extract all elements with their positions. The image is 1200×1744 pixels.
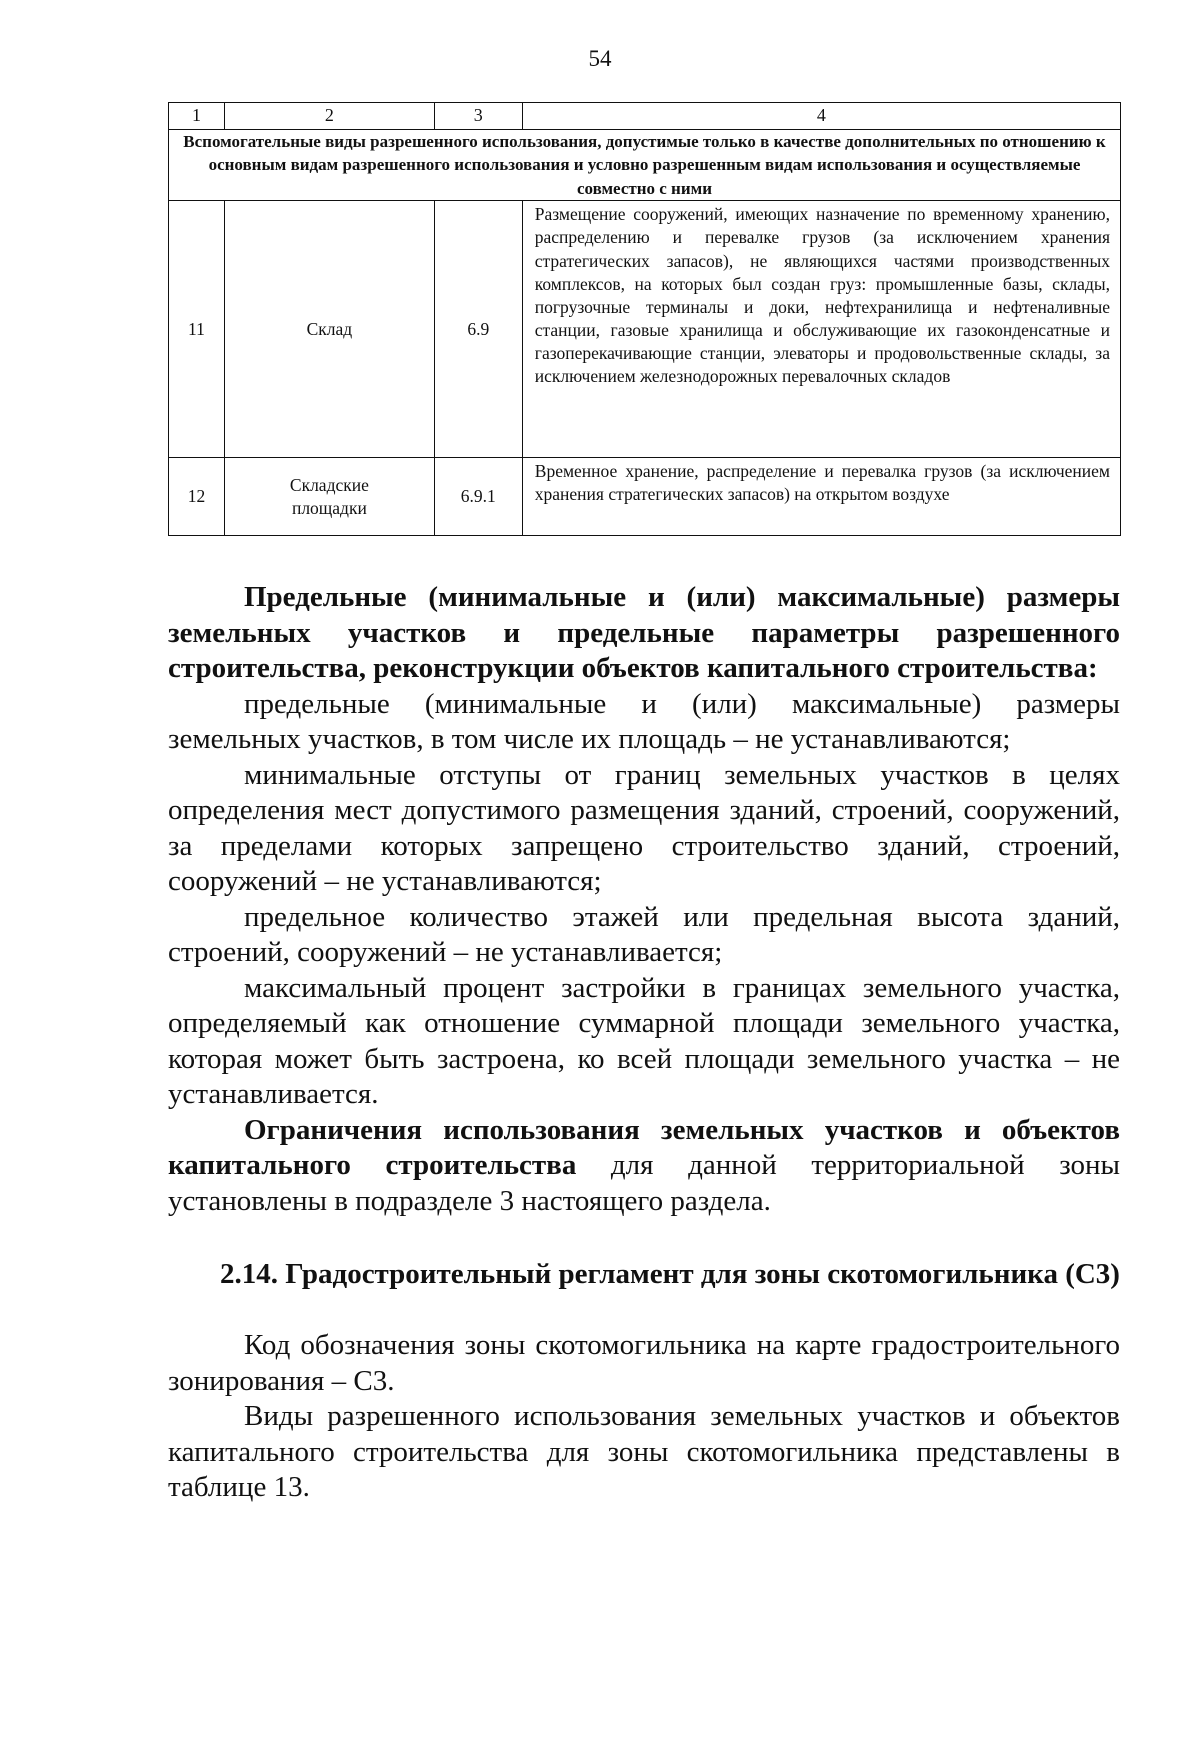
table-row bbox=[169, 201, 1121, 458]
page-number: 54 bbox=[588, 46, 612, 71]
header-col-1: 1 bbox=[169, 103, 225, 130]
restrictions-text: для данной территориальной зоны установлены в подразделе 3 настоящего раздела. bbox=[168, 1149, 1120, 1217]
limits-paragraph-1: предельные (минимальные и (или) максимальные) размеры земельных участков, в том числе их площадь – не устанавливаются; bbox=[168, 687, 1120, 755]
row-number: 12 bbox=[169, 458, 225, 536]
restrictions-bold-text: Ограничения использования земельных участков и объектов капитального строительства bbox=[168, 1113, 1120, 1181]
limits-heading: Предельные (минимальные и (или) максимальные) размеры земельных участков и предельные параметры разрешенного строительства, реконструкции объектов капитального строительства: bbox=[168, 581, 1120, 684]
row-name: Складские площадки bbox=[224, 458, 434, 536]
section-214-body bbox=[168, 1328, 1120, 1506]
section-title: Вспомогательные виды разрешенного использования, допустимые только в качестве дополнительных по отношению к основным видам разрешенного использования и условно разрешенным видам использования и осуществляемые совместно с ними bbox=[169, 130, 1121, 201]
limits-section bbox=[168, 580, 1120, 1219]
header-col-2: 2 bbox=[224, 103, 434, 130]
row-number: 11 bbox=[169, 201, 225, 458]
row-code: 6.9 bbox=[434, 201, 522, 458]
limits-paragraph-4: максимальный процент застройки в границах земельного участка, определяемый как отношение суммарной площади земельного участка, которая может быть застроена, ко всей площади земельного участка – не устанавливается. bbox=[168, 971, 1120, 1110]
row-description: Размещение сооружений, имеющих назначение по временному хранению, распределению и перевалке грузов (за исключением хранения стратегических запасов), не являющихся частями производственных комплексов, на которых был создан груз: промышленные базы, склады, погрузочные терминалы и доки, нефтехранилища и нефтеналивные станции, газовые хранилища и обслуживающие их газоконденсатные и газоперекачивающие станции, элеваторы и продовольственные склады, за исключением железнодорожных перевалочных складов bbox=[522, 201, 1120, 458]
row-code: 6.9.1 bbox=[434, 458, 522, 536]
zone-code-paragraph: Код обозначения зоны скотомогильника на карте градостроительного зонирования – С3. bbox=[168, 1329, 1120, 1397]
header-col-3: 3 bbox=[434, 103, 522, 130]
section-214-heading: 2.14. Градостроительный регламент для зоны скотомогильника (С3) bbox=[220, 1258, 1120, 1290]
table-header-row bbox=[169, 103, 1121, 130]
land-use-table bbox=[168, 102, 1121, 536]
table-row bbox=[169, 458, 1121, 536]
restrictions-paragraph bbox=[168, 1113, 1120, 1220]
header-col-4: 4 bbox=[522, 103, 1120, 130]
limits-paragraph-3: предельное количество этажей или предельная высота зданий, строений, сооружений – не устанавливается; bbox=[168, 900, 1120, 968]
row-description: Временное хранение, распределение и перевалка грузов (за исключением хранения стратегических запасов) на открытом воздухе bbox=[522, 458, 1120, 536]
zone-types-paragraph: Виды разрешенного использования земельных участков и объектов капитального строительства для зоны скотомогильника представлены в таблице 13. bbox=[168, 1400, 1120, 1503]
table-section-row bbox=[169, 130, 1121, 201]
row-name: Склад bbox=[224, 201, 434, 458]
limits-paragraph-2: минимальные отступы от границ земельных участков в целях определения мест допустимого размещения зданий, строений, сооружений, за пределами которых запрещено строительство зданий, строений, сооружений – не устанавливаются; bbox=[168, 758, 1120, 897]
